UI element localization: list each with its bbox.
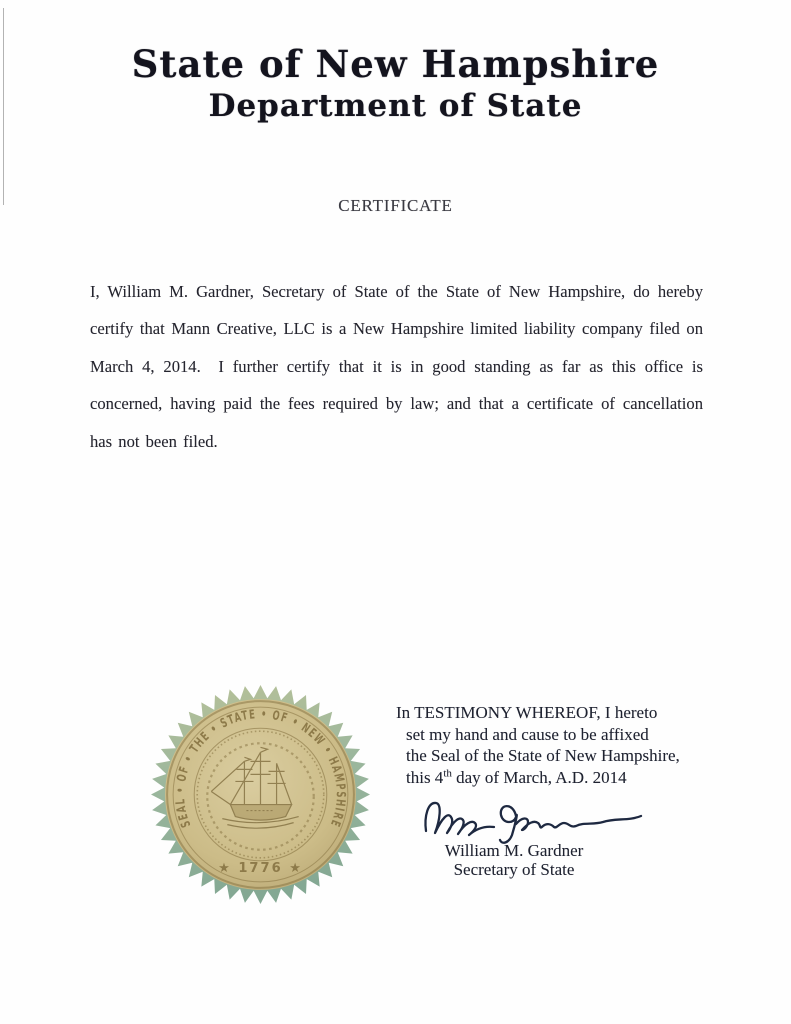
- letterhead-state-title: State of New Hampshire: [131, 42, 660, 86]
- testimony-line-4-date: day of March, A.D. 2014: [451, 767, 627, 787]
- signer-name: William M. Gardner: [444, 841, 584, 860]
- certificate-heading: CERTIFICATE: [338, 196, 453, 215]
- testimony-line-4-text: this 4: [406, 767, 444, 787]
- testimony-line-4: [396, 767, 726, 789]
- testimony-line-3: the Seal of the State of New Hampshire,: [406, 746, 680, 765]
- seal-ring-text: SEAL • OF • THE • STATE • OF • NEW • HAMPSHIRE: [171, 705, 350, 834]
- signer-title: Secretary of State: [453, 860, 575, 879]
- certificate-body-paragraph: I, William M. Gardner, Secretary of State of the State of New Hampshire, do hereby certify that Mann Creative, LLC is a New Hampshire limited liability company filed on March 4, 2014. I further certify that it is in good standing as far as this office is concerned, having paid the fees required by law; and that a certificate of cancellation has not been filed.: [90, 281, 703, 451]
- signature: [412, 790, 647, 848]
- testimony-line-4-ordinal: th: [443, 766, 452, 779]
- seal-year-text: ★ 1776 ★: [218, 860, 303, 876]
- state-seal: [150, 684, 371, 905]
- signer-block: [414, 841, 614, 879]
- letterhead: [0, 42, 791, 126]
- testimony-line-1: In TESTIMONY WHEREOF, I hereto: [396, 703, 658, 722]
- testimony-block: [396, 702, 726, 788]
- letterhead-department-title: Department of State: [208, 88, 583, 124]
- testimony-line-2: set my hand and cause to be affixed: [406, 724, 649, 744]
